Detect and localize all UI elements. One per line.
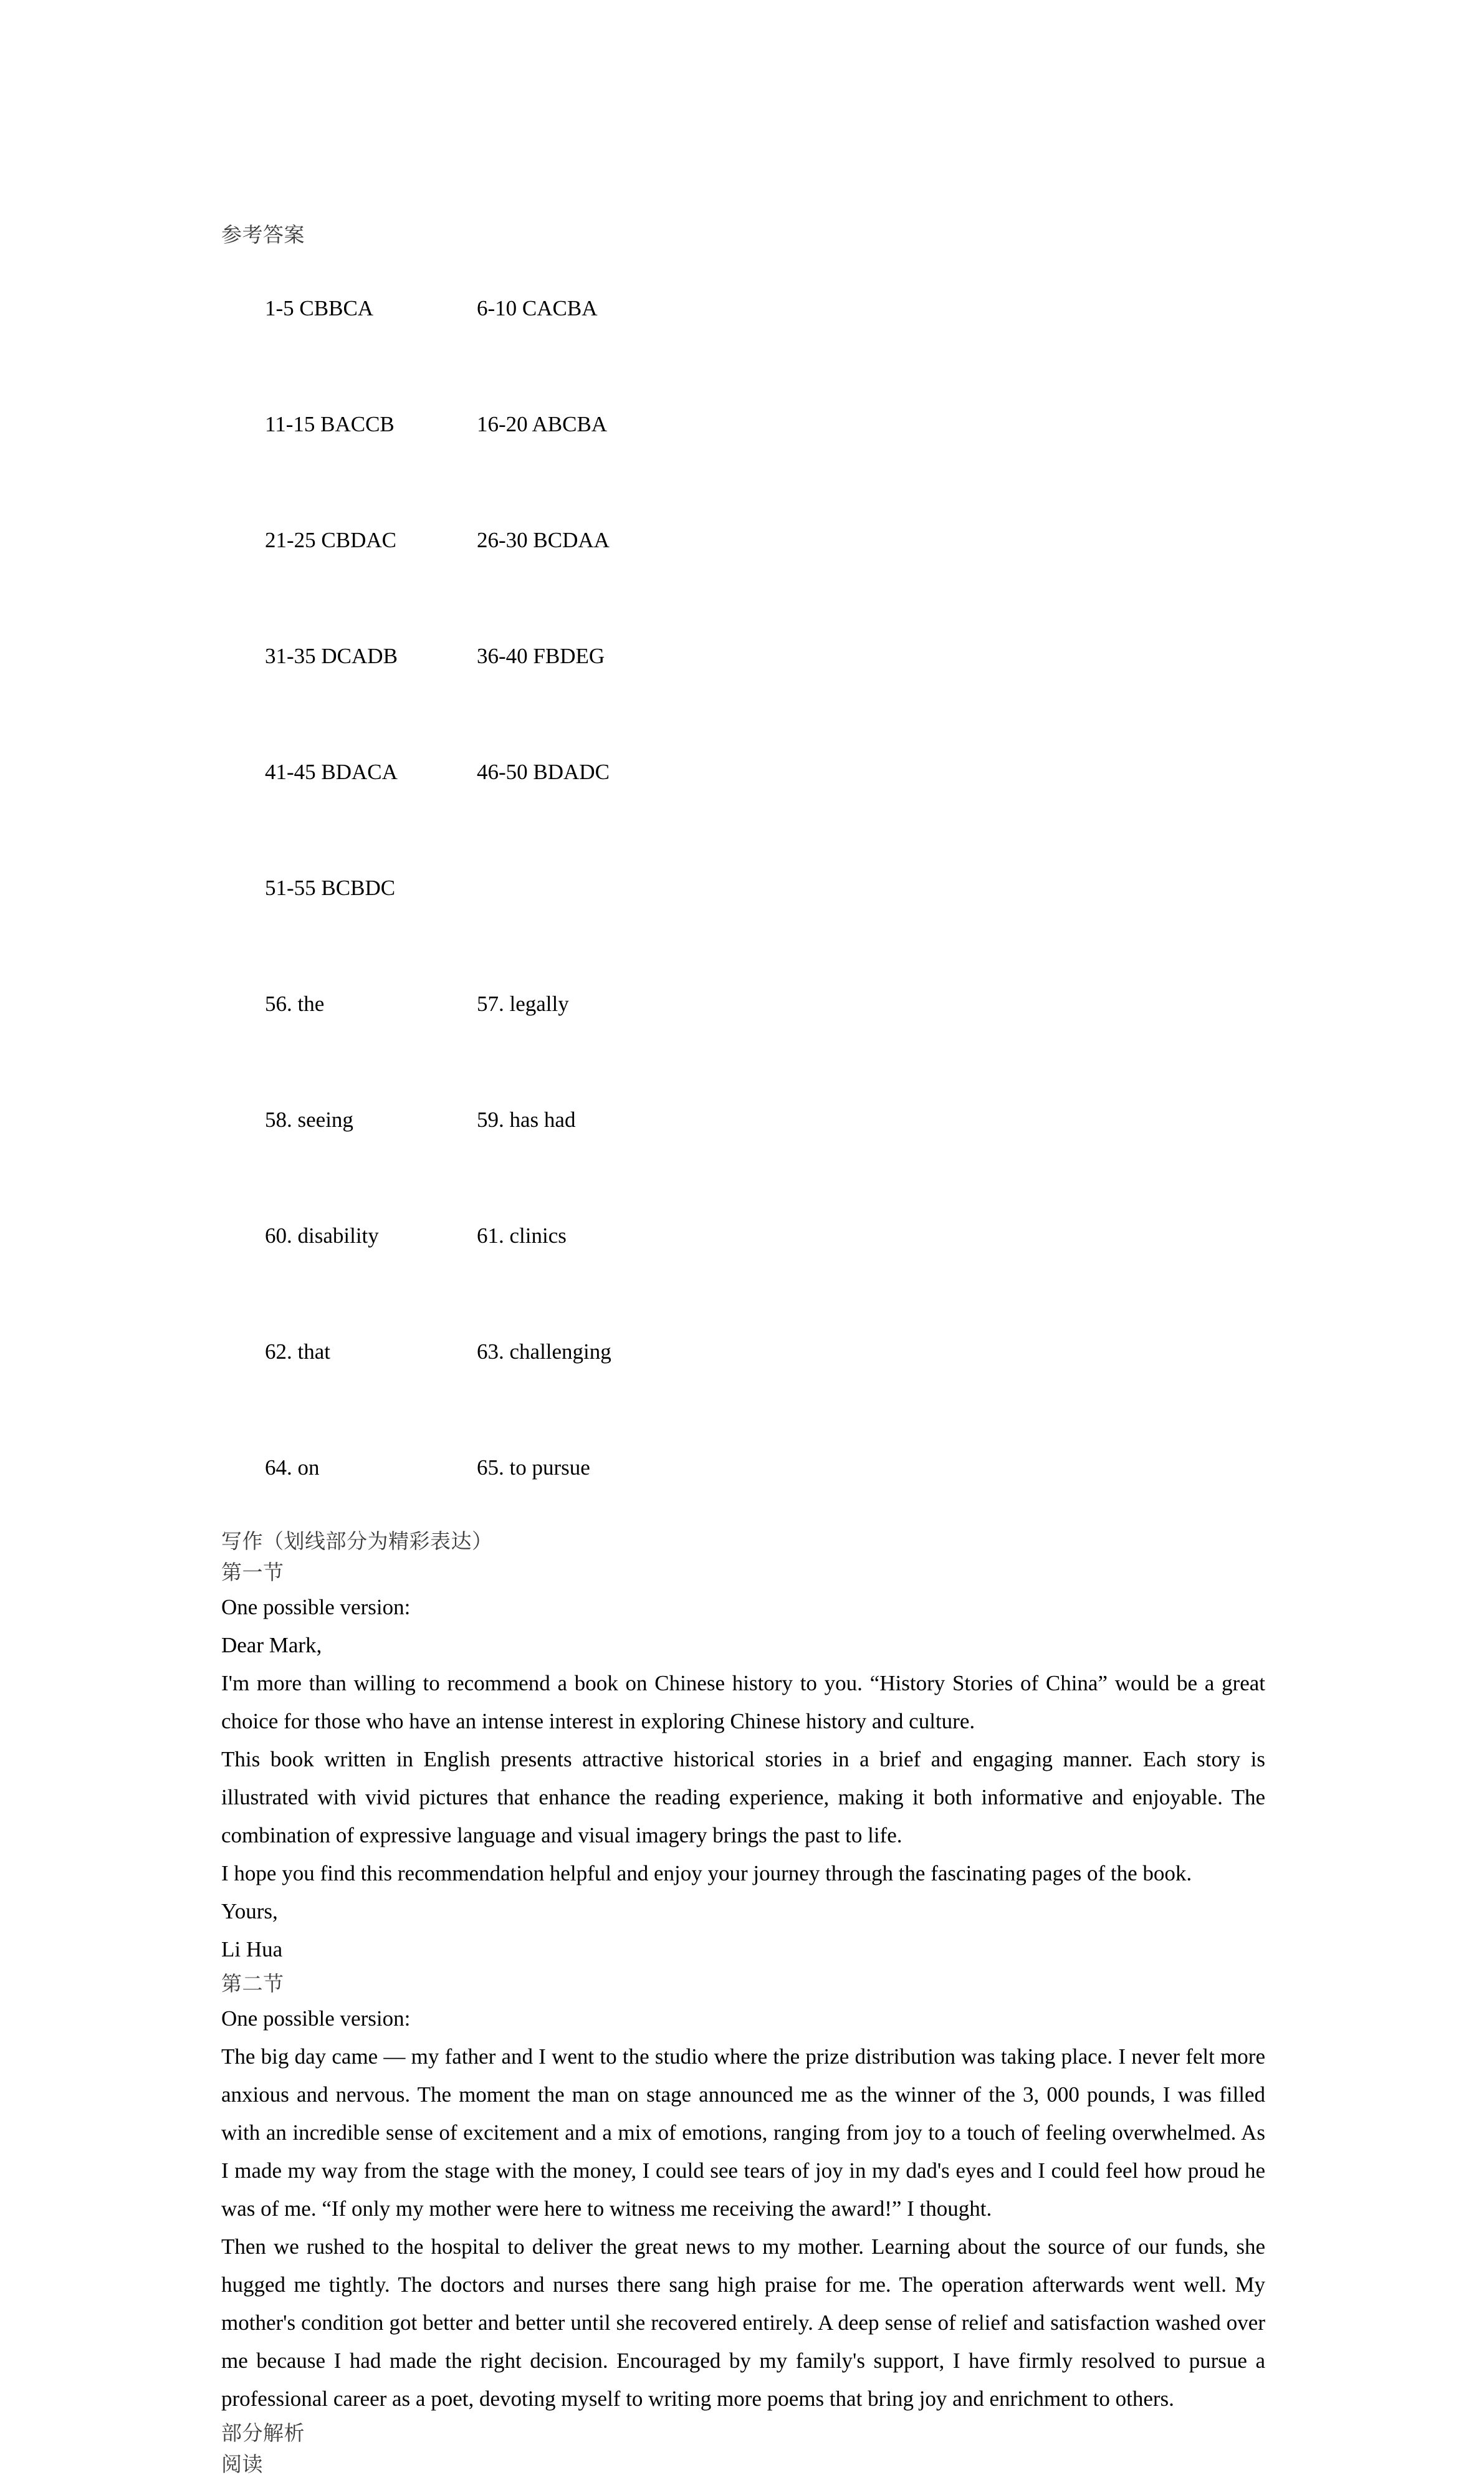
letter-salutation: Dear Mark, — [221, 1633, 322, 1657]
blank-answer-left: 56. the — [265, 992, 325, 1016]
continuation-paragraph-2: Then we rushed to the hospital to deliver the great news to my mother. Learning about the source of our funds, she hugged me tightly. The doctors and nurses there sang high praise for me. The operation afterwards went well. My mother's condition got better and better until she recovered entirely. A deep sense of relief and satisfaction washed over me because I had made the right decision. Encouraged by my family's support, I have firmly resolved to pursue a professional career as a poet, devoting myself to writing more poems that bring joy and enrichment to others. — [221, 2234, 1265, 2411]
letter-paragraph-1: I'm more than willing to recommend a book on Chinese history to you. “History Stories of China” would be a great choice for those who have an intense interest in exploring Chinese history and culture. — [221, 1671, 1265, 1733]
answer-range-left: 51-55 BCBDC — [265, 876, 396, 900]
answer-row — [221, 251, 1265, 366]
answer-key-block — [221, 251, 1265, 946]
blank-answer-block — [221, 946, 1265, 1526]
answer-range-right: 6-10 CACBA — [477, 296, 598, 320]
answer-range-right: 46-50 BDADC — [477, 760, 610, 784]
section-one-version-label: One possible version: — [221, 1595, 411, 1619]
answer-range-left: 21-25 CBDAC — [265, 528, 396, 552]
answer-row — [221, 482, 1265, 598]
answer-range-left: 31-35 DCADB — [265, 644, 398, 668]
continuation-paragraph-1: The big day came — my father and I went to the studio where the prize distribution was taking place. I never felt more anxious and nervous. The moment the man on stage announced me as the winner of the 3, 000 pounds, I was filled with an incredible sense of excitement and a mix of emotions, ranging from joy to a touch of feeling overwhelmed. As I made my way from the stage with the money, I could see tears of joy in my dad's eyes and I could feel how proud he was of me. “If only my mother were here to witness me receiving the award!” I thought. — [221, 2044, 1265, 2221]
blank-answer-row — [221, 1294, 1265, 1410]
letter-paragraph-3: I hope you find this recommendation helpful and enjoy your journey through the fascinating pages of the book. — [221, 1861, 1192, 1885]
answer-range-left: 41-45 BDACA — [265, 760, 398, 784]
answer-row — [221, 366, 1265, 482]
blank-answer-right: 65. to pursue — [477, 1455, 590, 1480]
blank-answer-right: 57. legally — [477, 992, 569, 1016]
answer-row — [221, 598, 1265, 714]
answer-row — [221, 714, 1265, 830]
section-two-version-label: One possible version: — [221, 2006, 411, 2031]
document-body — [221, 219, 1265, 2480]
heading-writing: 写作（划线部分为精彩表达） — [221, 1529, 493, 1553]
heading-reference-answers: 参考答案 — [221, 223, 305, 247]
blank-answer-right: 63. challenging — [477, 1339, 611, 1364]
answer-range-left: 1-5 CBBCA — [265, 296, 374, 320]
letter-paragraph-2: This book written in English presents attractive historical stories in a brief and engaging manner. Each story is illustrated with vivid pictures that enhance the reading experience, making it both informative and enjoyable. The combination of expressive language and visual imagery brings the past to life. — [221, 1747, 1265, 1847]
blank-answer-left: 60. disability — [265, 1223, 379, 1248]
heading-partial-analysis: 部分解析 — [221, 2421, 305, 2445]
blank-answer-row — [221, 946, 1265, 1062]
heading-reading: 阅读 — [221, 2452, 263, 2476]
blank-answer-row — [221, 1062, 1265, 1178]
blank-answer-left: 58. seeing — [265, 1108, 353, 1132]
answer-row — [221, 830, 1265, 946]
answer-range-left: 11-15 BACCB — [265, 412, 395, 436]
blank-answer-right: 59. has had — [477, 1108, 576, 1132]
blank-answer-row — [221, 1410, 1265, 1526]
letter-closing: Yours, — [221, 1899, 278, 1923]
letter-signature: Li Hua — [221, 1937, 283, 1961]
heading-section-two: 第二节 — [221, 1971, 284, 1996]
heading-section-one: 第一节 — [221, 1560, 284, 1584]
answer-range-right: 16-20 ABCBA — [477, 412, 608, 436]
answer-range-right: 26-30 BCDAA — [477, 528, 610, 552]
answer-range-right: 36-40 FBDEG — [477, 644, 605, 668]
blank-answer-row — [221, 1178, 1265, 1294]
blank-answer-left: 62. that — [265, 1339, 330, 1364]
blank-answer-left: 64. on — [265, 1455, 320, 1480]
blank-answer-right: 61. clinics — [477, 1223, 567, 1248]
